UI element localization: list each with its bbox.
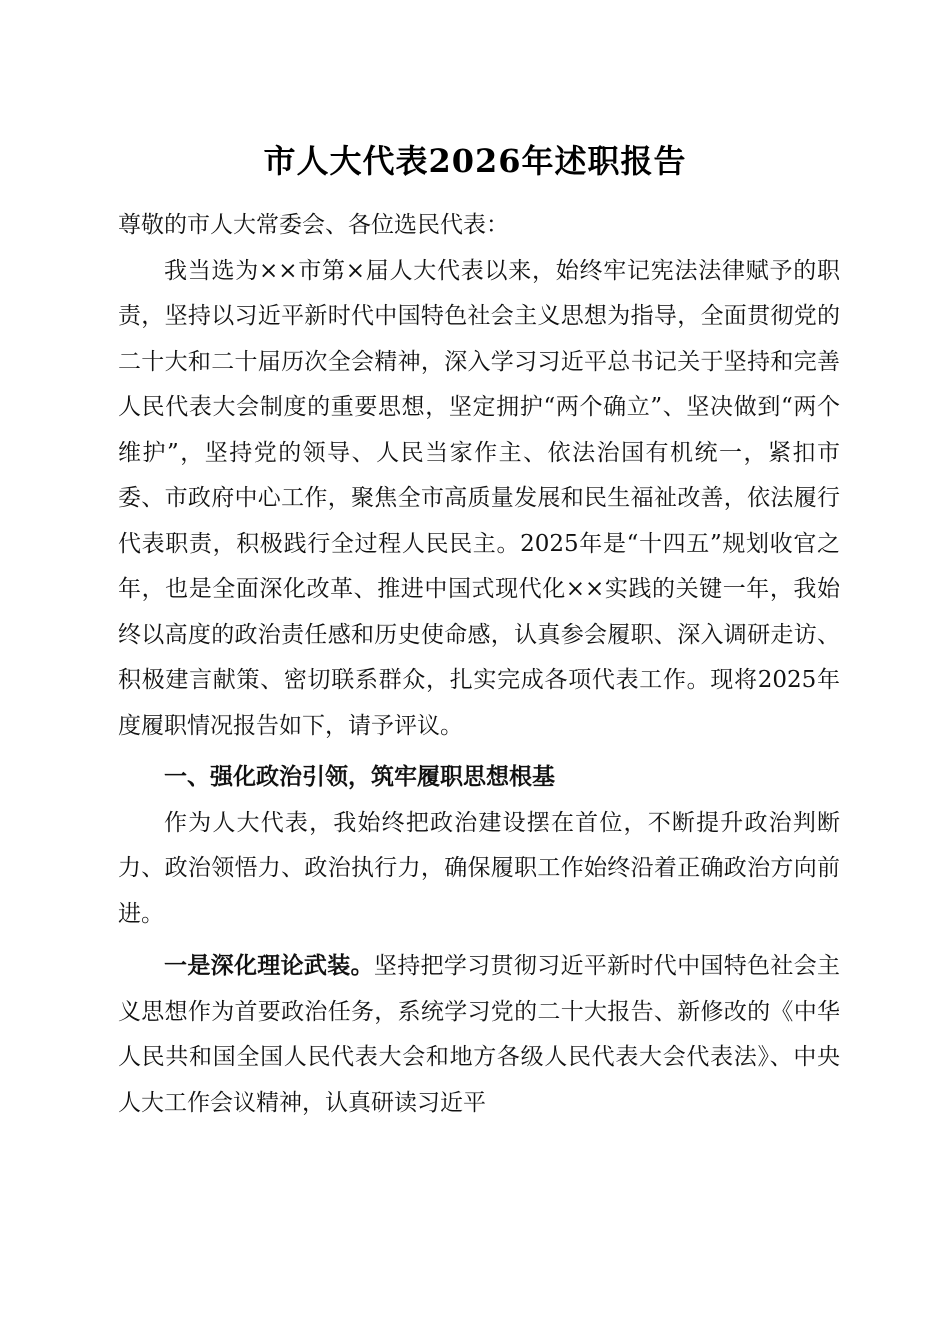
intro-paragraph: 我当选为××市第×届人大代表以来，始终牢记宪法法律赋予的职责，坚持以习近平新时代中国特色社会主义思想为指导，全面贯彻党的二十大和二十届历次全会精神，深入学习习近平总书记关于坚持和完善人民代表大会制度的重要思想，坚定拥护“两个确立”、坚决做到“两个维护”，坚持党的领导、人民当家作主、依法治国有机统一，紧扣市委、市政府中心工作，聚焦全市高质量发展和民生福祉改善，依法履行代表职责，积极践行全过程人民民主。2025年是“十四五”规划收官之年，也是全面深化改革、推进中国式现代化××实践的关键一年，我始终以高度的政治责任感和历史使命感，认真参会履职、深入调研走访、积极建言献策、密切联系群众，扎实完成各项代表工作。现将2025年度履职情况报告如下，请予评议。 <box>118 257 840 739</box>
point-1-lead: 一是深化理论武装。 <box>164 952 374 979</box>
salutation: 尊敬的市人大常委会、各位选民代表： <box>118 212 509 238</box>
point-1-paragraph <box>118 943 840 1126</box>
point-1-text: 坚持把学习贯彻习近平新时代中国特色社会主义思想作为首要政治任务，系统学习党的二十大报告、新修改的《中华人民共和国全国人民代表大会和地方各级人民代表大会代表法》、中央人大工作会议精神，认真研读习近平 <box>118 953 841 1116</box>
document-body <box>118 203 840 1126</box>
section-1-paragraph: 作为人大代表，我始终把政治建设摆在首位，不断提升政治判断力、政治领悟力、政治执行力，确保履职工作始终沿着正确政治方向前进。 <box>118 809 840 927</box>
section-heading-1: 一、强化政治引领，筑牢履职思想根基 <box>164 764 555 790</box>
document-title: 市人大代表2026年述职报告 <box>263 142 687 180</box>
